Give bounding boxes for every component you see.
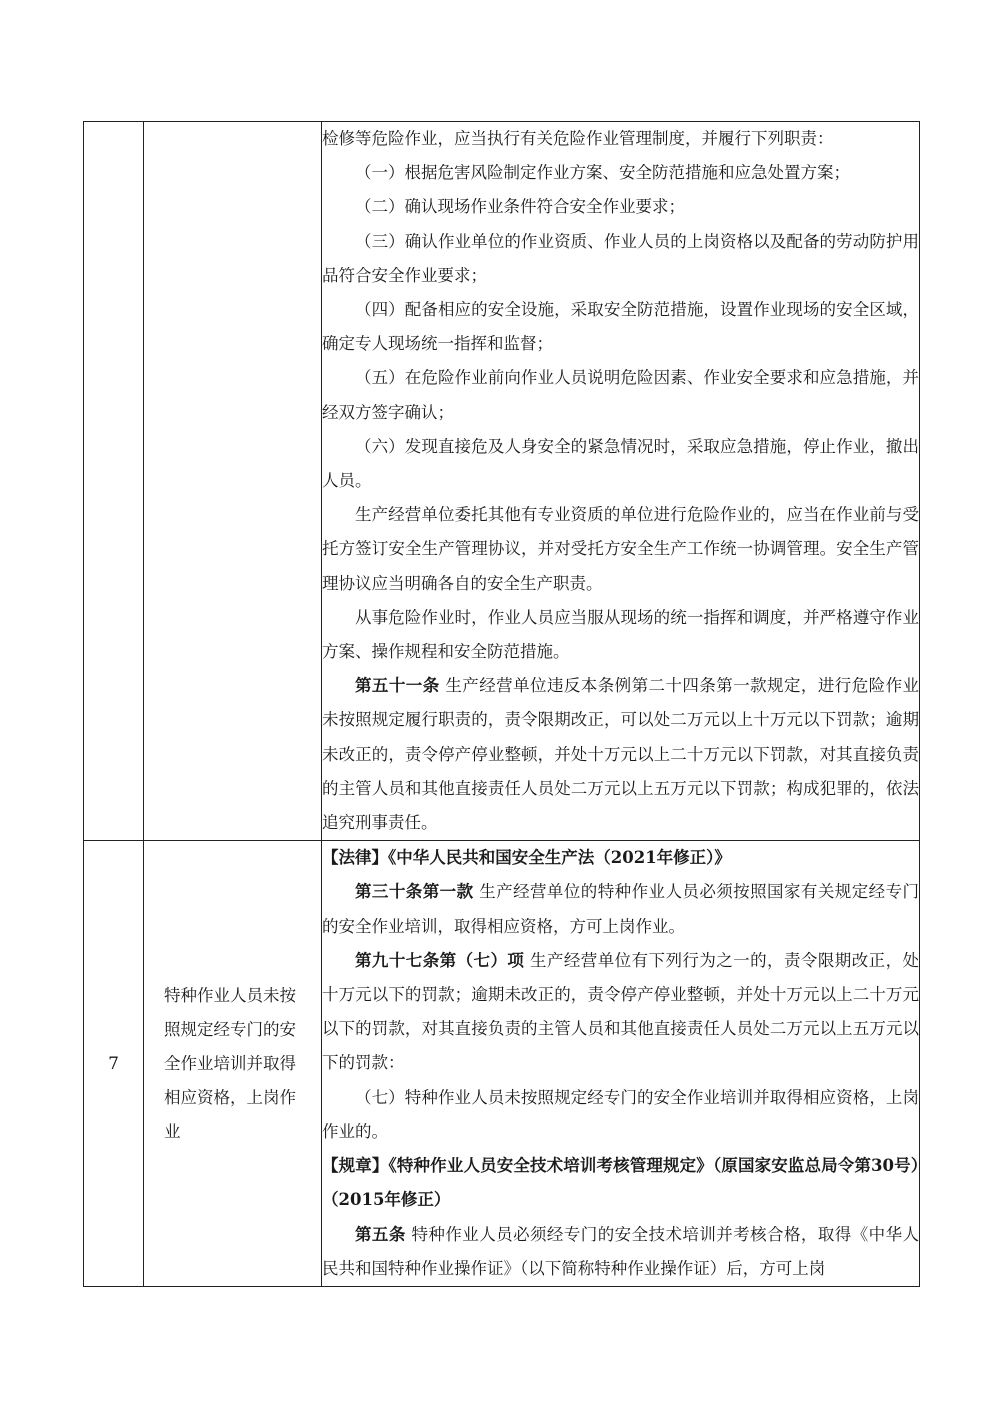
paragraph-text: 生产经营单位委托其他有专业资质的单位进行危险作业的，应当在作业前与受托方签订安全生产管理协议，并对受托方安全生产工作统一协调管理。安全生产管理协议应当明确各自的安全生产职责。 bbox=[322, 505, 919, 593]
legal-text bbox=[322, 841, 919, 1286]
paragraph bbox=[322, 669, 919, 840]
paragraph bbox=[322, 944, 919, 1081]
paragraph-text: （二）确认现场作业条件符合安全作业要求； bbox=[355, 197, 685, 217]
article-heading: 第五十一条 bbox=[355, 676, 440, 696]
paragraph-text: 特种作业人员必须经专门的安全技术培训并考核合格，取得《中华人民共和国特种作业操作证》（以下简称特种作业操作证）后，方可上岗 bbox=[322, 1224, 919, 1278]
paragraph bbox=[322, 1081, 919, 1149]
paragraph bbox=[322, 361, 919, 429]
paragraph bbox=[322, 841, 919, 875]
paragraph bbox=[322, 1218, 919, 1286]
paragraph bbox=[322, 601, 919, 669]
article-heading: 第三十条第一款 bbox=[355, 882, 474, 902]
paragraph bbox=[322, 875, 919, 943]
paragraph bbox=[322, 190, 919, 224]
paragraph-text: 从事危险作业时，作业人员应当服从现场的统一指挥和调度，并严格遵守作业方案、操作规程和安全防范措施。 bbox=[322, 607, 919, 662]
article-heading: 第五条 bbox=[355, 1224, 406, 1244]
content-cell bbox=[322, 122, 920, 841]
article-heading: 【法律】《中华人民共和国安全生产法（2021年修正）》 bbox=[322, 848, 731, 868]
table-row bbox=[84, 841, 920, 1287]
paragraph-text: （五）在危险作业前向作业人员说明危险因素、作业安全要求和应急措施，并经双方签字确认； bbox=[322, 368, 919, 422]
number-cell bbox=[84, 122, 144, 841]
regulation-table bbox=[83, 121, 920, 1287]
article-heading: 【规章】《特种作业人员安全技术培训考核管理规定》（原国家安监总局令第30号）（2015年修正） bbox=[322, 1156, 919, 1210]
paragraph bbox=[322, 1149, 919, 1217]
table-row bbox=[84, 122, 920, 841]
paragraph bbox=[322, 293, 919, 361]
item-cell bbox=[144, 122, 322, 841]
paragraph-text: （一）根据危害风险制定作业方案、安全防范措施和应急处置方案； bbox=[355, 163, 850, 183]
paragraph-text: 生产经营单位有下列行为之一的，责令限期改正，处十万元以下的罚款；逾期未改正的，责令停产停业整顿，并处十万元以上二十万元以下的罚款，对其直接负责的主管人员和其他直接责任人员处二万元以上五万元以下的罚款： bbox=[322, 950, 920, 1073]
paragraph bbox=[322, 225, 919, 293]
paragraph-text: 生产经营单位违反本条例第二十四条第一款规定，进行危险作业未按照规定履行职责的，责令限期改正，可以处二万元以上十万元以下罚款；逾期未改正的，责令停产停业整顿，并处十万元以上二十万元以下罚款，对其直接负责的主管人员和其他直接责任人员处二万元以上五万元以下罚款；构成犯罪的，依法追究刑事责任。 bbox=[322, 676, 920, 833]
violation-item: 特种作业人员未按照规定经专门的安全作业培训并取得相应资格，上岗作业 bbox=[144, 841, 322, 1287]
paragraph-text: （六）发现直接危及人身安全的紧急情况时，采取应急措施，停止作业，撤出人员。 bbox=[322, 436, 919, 491]
paragraph-text: （七）特种作业人员未按照规定经专门的安全作业培训并取得相应资格，上岗作业的。 bbox=[322, 1087, 919, 1141]
paragraph bbox=[322, 156, 919, 190]
paragraph-text: （四）配备相应的安全设施，采取安全防范措施，设置作业现场的安全区域，确定专人现场统一指挥和监督； bbox=[322, 300, 919, 354]
paragraph bbox=[322, 430, 919, 498]
paragraph bbox=[322, 122, 919, 156]
paragraph-text: 生产经营单位的特种作业人员必须按照国家有关规定经专门的安全作业培训，取得相应资格，方可上岗作业。 bbox=[322, 882, 920, 936]
content-cell bbox=[322, 841, 920, 1287]
article-heading: 第九十七条第（七）项 bbox=[355, 950, 525, 970]
paragraph bbox=[322, 498, 919, 601]
paragraph-text: 检修等危险作业，应当执行有关危险作业管理制度，并履行下列职责： bbox=[322, 129, 834, 148]
row-number: 7 bbox=[84, 841, 144, 1287]
paragraph-text: （三）确认作业单位的作业资质、作业人员的上岗资格以及配备的劳动防护用品符合安全作业要求； bbox=[322, 231, 919, 285]
legal-text bbox=[322, 122, 919, 840]
